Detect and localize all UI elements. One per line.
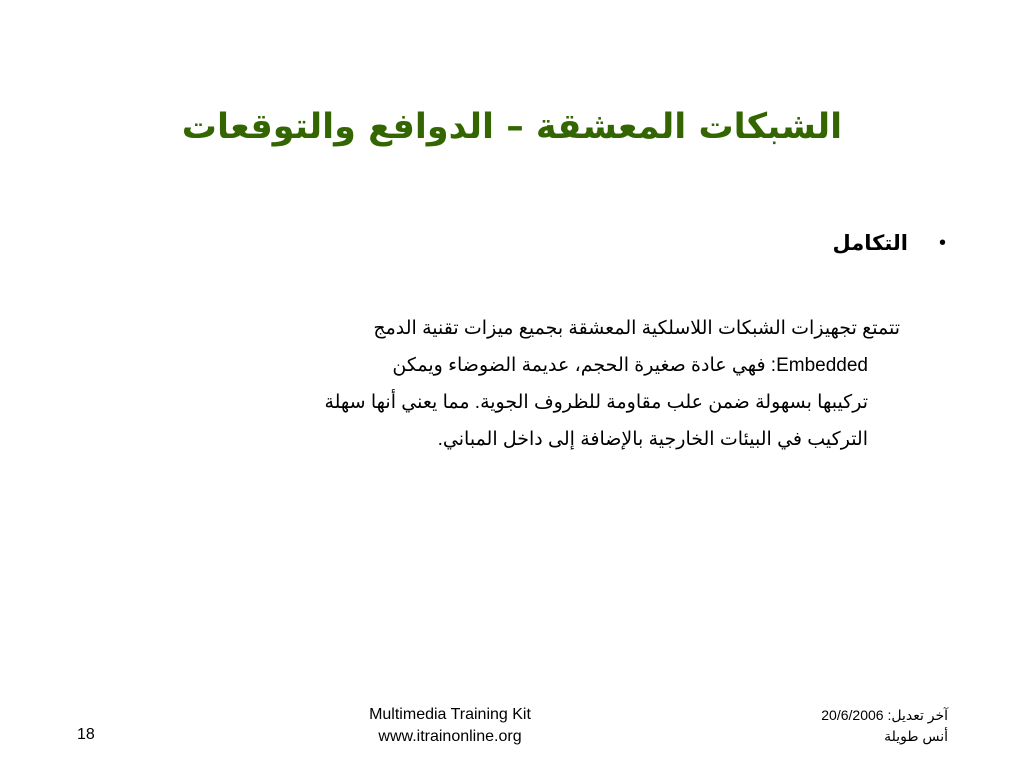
slide-title: الشبكات المعشقة – الدوافع والتوقعات [181, 107, 843, 147]
footer-last-modified: آخر تعديل: 20/6/2006 [821, 707, 948, 723]
paragraph-line: التركيب في البيئات الخارجية بالإضافة إلى داخل المباني. [437, 429, 868, 450]
bullet-icon: • [938, 232, 946, 254]
footer-kit-name: Multimedia Training Kit [369, 706, 531, 723]
footer-website: www.itrainonline.org [378, 728, 522, 745]
slide-number: 18 [77, 726, 95, 743]
bullet-heading: التكامل [832, 231, 908, 255]
paragraph-line: تتمتع تجهيزات الشبكات اللاسلكية المعشقة بجميع ميزات تقنية الدمج [373, 318, 900, 339]
body-paragraph [30, 310, 900, 458]
footer-center [320, 704, 580, 748]
paragraph-line: Embedded: فهي عادة صغيرة الحجم، عديمة الضوضاء ويمكن [392, 355, 868, 376]
paragraph-line: تركيبها بسهولة ضمن علب مقاومة للظروف الجوية. مما يعني أنها سهلة [324, 392, 868, 413]
footer-right [821, 705, 948, 747]
footer-author: أنس طويلة [884, 728, 948, 744]
